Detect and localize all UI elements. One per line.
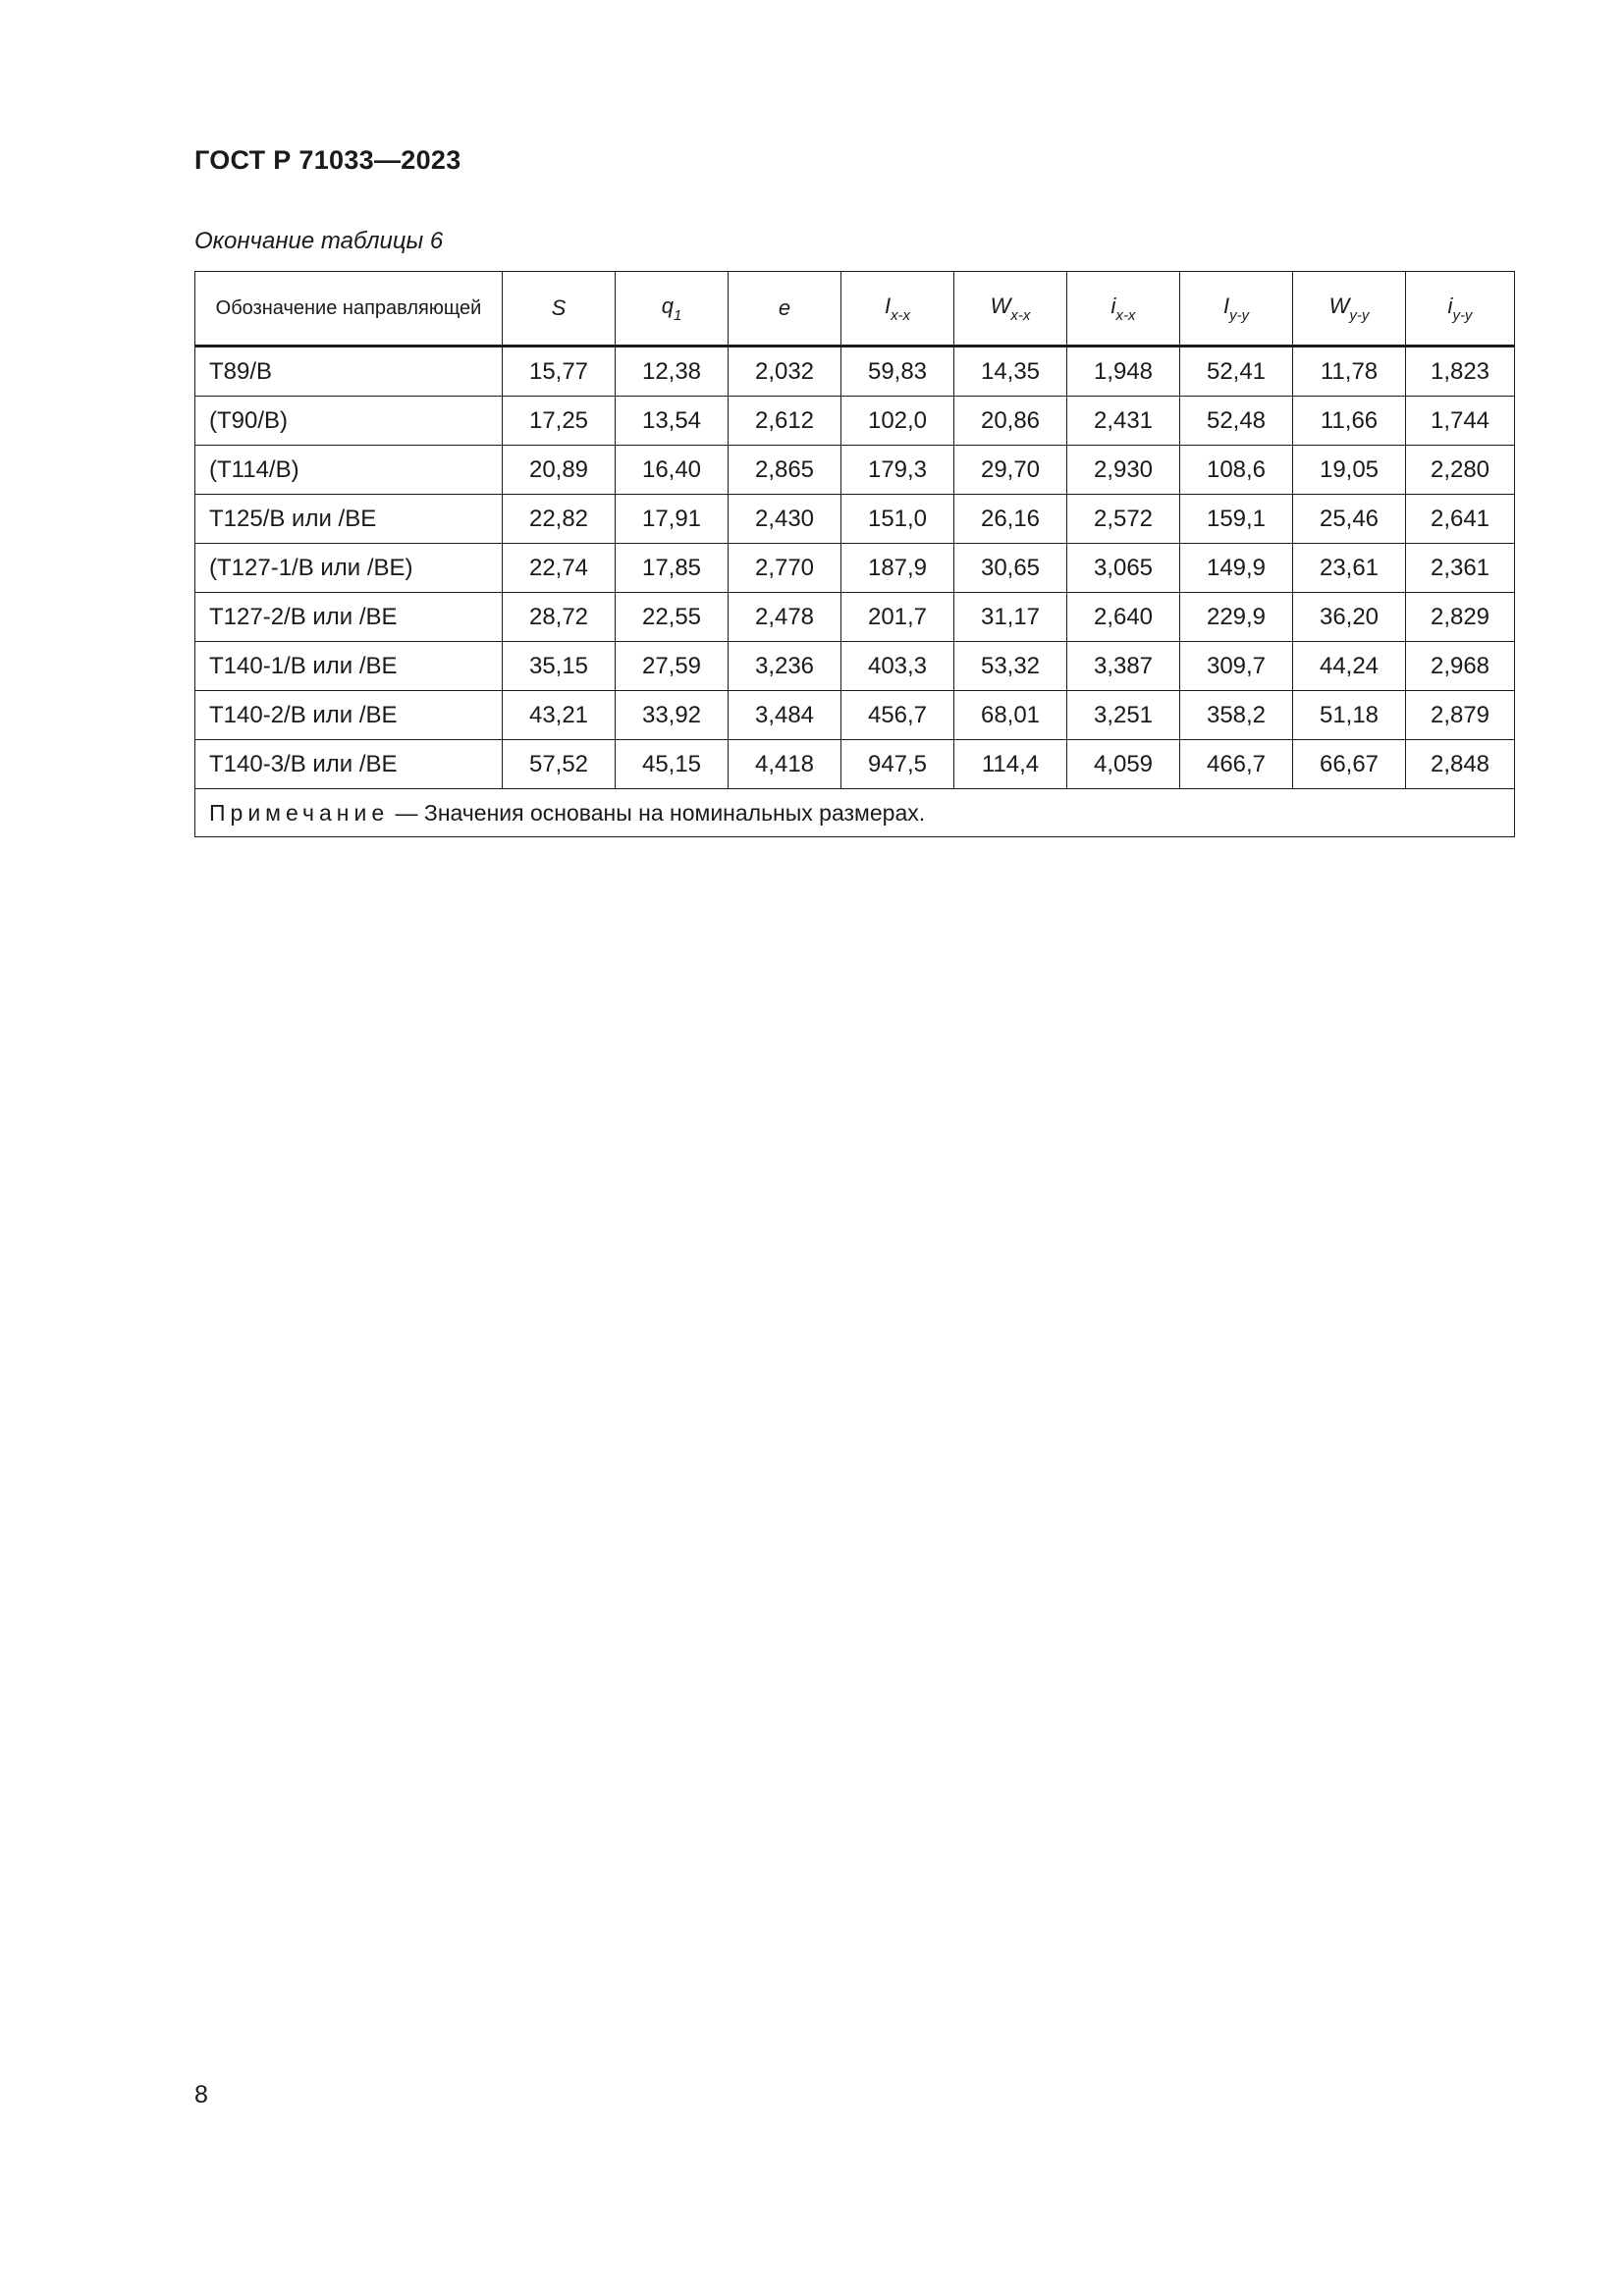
- value-cell: 3,484: [729, 691, 841, 740]
- value-cell: 2,879: [1406, 691, 1515, 740]
- column-symbol: I: [1222, 293, 1230, 318]
- value-cell: 151,0: [841, 495, 954, 544]
- value-cell: 52,41: [1180, 347, 1293, 397]
- table-row: [195, 593, 1515, 642]
- value-cell: 68,01: [954, 691, 1067, 740]
- value-cell: 57,52: [503, 740, 616, 789]
- value-cell: 31,17: [954, 593, 1067, 642]
- column-symbol: i: [1110, 293, 1116, 318]
- value-cell: 2,280: [1406, 446, 1515, 495]
- value-cell: 2,770: [729, 544, 841, 593]
- column-header-text: Обозначение направляющей: [215, 297, 482, 319]
- value-cell: 309,7: [1180, 642, 1293, 691]
- value-cell: 3,065: [1067, 544, 1180, 593]
- guide-designation-cell: (T114/B): [195, 446, 503, 495]
- column-symbol: W: [1328, 293, 1350, 318]
- value-cell: 149,9: [1180, 544, 1293, 593]
- value-cell: 25,46: [1293, 495, 1406, 544]
- value-cell: 2,641: [1406, 495, 1515, 544]
- value-cell: 44,24: [1293, 642, 1406, 691]
- value-cell: 2,829: [1406, 593, 1515, 642]
- value-cell: 52,48: [1180, 397, 1293, 446]
- value-cell: 20,86: [954, 397, 1067, 446]
- column-subscript: x-x: [1115, 306, 1136, 324]
- guide-designation-cell: T125/B или /BE: [195, 495, 503, 544]
- column-symbol: I: [884, 293, 892, 318]
- column-header-e: [729, 272, 841, 347]
- value-cell: 2,431: [1067, 397, 1180, 446]
- value-cell: 20,89: [503, 446, 616, 495]
- value-cell: 2,865: [729, 446, 841, 495]
- table-body: [195, 347, 1515, 789]
- value-cell: 22,55: [616, 593, 729, 642]
- value-cell: 11,78: [1293, 347, 1406, 397]
- value-cell: 28,72: [503, 593, 616, 642]
- column-header-wxx: [954, 272, 1067, 347]
- value-cell: 22,82: [503, 495, 616, 544]
- value-cell: 15,77: [503, 347, 616, 397]
- column-subscript: y-y: [1229, 306, 1250, 324]
- value-cell: 30,65: [954, 544, 1067, 593]
- value-cell: 43,21: [503, 691, 616, 740]
- value-cell: 26,16: [954, 495, 1067, 544]
- table-row: [195, 691, 1515, 740]
- value-cell: 159,1: [1180, 495, 1293, 544]
- value-cell: 11,66: [1293, 397, 1406, 446]
- column-header-ixx-moment: [841, 272, 954, 347]
- table-row: [195, 740, 1515, 789]
- value-cell: 2,968: [1406, 642, 1515, 691]
- column-header-designation: [195, 272, 503, 347]
- table-row: [195, 495, 1515, 544]
- value-cell: 2,032: [729, 347, 841, 397]
- column-subscript: 1: [673, 306, 682, 324]
- column-symbol: i: [1447, 293, 1453, 318]
- table-row: [195, 446, 1515, 495]
- value-cell: 36,20: [1293, 593, 1406, 642]
- column-header-ixx-radius: [1067, 272, 1180, 347]
- column-symbol: e: [778, 295, 791, 320]
- value-cell: 3,387: [1067, 642, 1180, 691]
- value-cell: 17,91: [616, 495, 729, 544]
- value-cell: 2,640: [1067, 593, 1180, 642]
- table-header-row: [195, 272, 1515, 347]
- column-subscript: y-y: [1452, 306, 1473, 324]
- guide-designation-cell: T127-2/B или /BE: [195, 593, 503, 642]
- value-cell: 403,3: [841, 642, 954, 691]
- value-cell: 33,92: [616, 691, 729, 740]
- column-subscript: x-x: [1010, 306, 1031, 324]
- value-cell: 51,18: [1293, 691, 1406, 740]
- value-cell: 1,744: [1406, 397, 1515, 446]
- value-cell: 187,9: [841, 544, 954, 593]
- column-symbol: q: [661, 293, 674, 318]
- value-cell: 3,236: [729, 642, 841, 691]
- value-cell: 17,85: [616, 544, 729, 593]
- value-cell: 179,3: [841, 446, 954, 495]
- column-header-iyy-radius: [1406, 272, 1515, 347]
- value-cell: 1,823: [1406, 347, 1515, 397]
- column-symbol: S: [551, 295, 567, 320]
- value-cell: 59,83: [841, 347, 954, 397]
- value-cell: 66,67: [1293, 740, 1406, 789]
- table-row: [195, 544, 1515, 593]
- value-cell: 12,38: [616, 347, 729, 397]
- value-cell: 4,418: [729, 740, 841, 789]
- guide-designation-cell: T140-2/B или /BE: [195, 691, 503, 740]
- value-cell: 466,7: [1180, 740, 1293, 789]
- column-header-iyy-moment: [1180, 272, 1293, 347]
- value-cell: 27,59: [616, 642, 729, 691]
- value-cell: 1,948: [1067, 347, 1180, 397]
- value-cell: 2,478: [729, 593, 841, 642]
- value-cell: 358,2: [1180, 691, 1293, 740]
- guide-designation-cell: T140-1/B или /BE: [195, 642, 503, 691]
- table-caption: Окончание таблицы 6: [194, 228, 444, 254]
- value-cell: 2,572: [1067, 495, 1180, 544]
- note-label: Примечание: [209, 799, 390, 826]
- value-cell: 2,930: [1067, 446, 1180, 495]
- column-subscript: y-y: [1349, 306, 1370, 324]
- table-note-row: [195, 789, 1515, 837]
- table-row: [195, 642, 1515, 691]
- page-number: 8: [194, 2081, 208, 2109]
- value-cell: 14,35: [954, 347, 1067, 397]
- guide-designation-cell: (T127-1/B или /BE): [195, 544, 503, 593]
- value-cell: 35,15: [503, 642, 616, 691]
- note-text: — Значения основаны на номинальных размерах.: [389, 799, 926, 826]
- value-cell: 2,430: [729, 495, 841, 544]
- value-cell: 456,7: [841, 691, 954, 740]
- value-cell: 22,74: [503, 544, 616, 593]
- column-header-s: [503, 272, 616, 347]
- value-cell: 201,7: [841, 593, 954, 642]
- value-cell: 2,848: [1406, 740, 1515, 789]
- document-header: ГОСТ Р 71033—2023: [194, 145, 461, 175]
- table-row: [195, 397, 1515, 446]
- guide-designation-cell: T140-3/B или /BE: [195, 740, 503, 789]
- value-cell: 29,70: [954, 446, 1067, 495]
- table-row: [195, 347, 1515, 397]
- value-cell: 13,54: [616, 397, 729, 446]
- value-cell: 2,612: [729, 397, 841, 446]
- table-note: [195, 789, 1515, 837]
- value-cell: 4,059: [1067, 740, 1180, 789]
- value-cell: 19,05: [1293, 446, 1406, 495]
- value-cell: 229,9: [1180, 593, 1293, 642]
- column-header-q1: [616, 272, 729, 347]
- value-cell: 23,61: [1293, 544, 1406, 593]
- value-cell: 16,40: [616, 446, 729, 495]
- value-cell: 947,5: [841, 740, 954, 789]
- value-cell: 102,0: [841, 397, 954, 446]
- value-cell: 3,251: [1067, 691, 1180, 740]
- value-cell: 53,32: [954, 642, 1067, 691]
- value-cell: 45,15: [616, 740, 729, 789]
- guide-designation-cell: T89/B: [195, 347, 503, 397]
- column-header-wyy: [1293, 272, 1406, 347]
- data-table: [194, 271, 1515, 837]
- value-cell: 2,361: [1406, 544, 1515, 593]
- value-cell: 108,6: [1180, 446, 1293, 495]
- column-symbol: W: [990, 293, 1011, 318]
- value-cell: 114,4: [954, 740, 1067, 789]
- guide-designation-cell: (T90/B): [195, 397, 503, 446]
- value-cell: 17,25: [503, 397, 616, 446]
- column-subscript: x-x: [891, 306, 911, 324]
